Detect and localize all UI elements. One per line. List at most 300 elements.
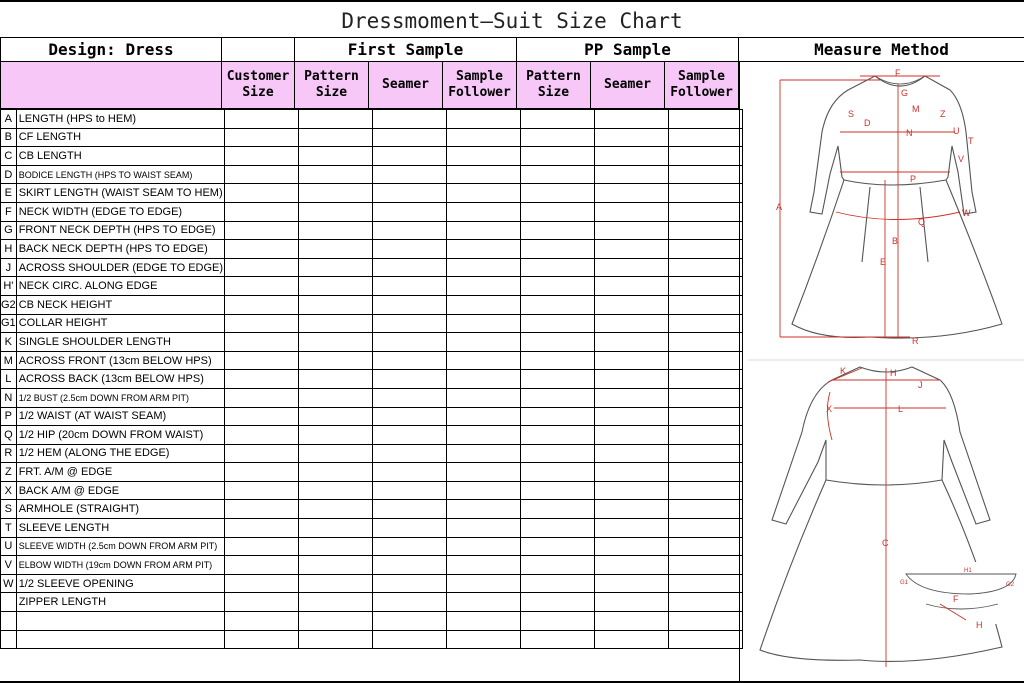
- row-code: R: [1, 444, 17, 463]
- measurement-cell[interactable]: [224, 184, 298, 203]
- measurement-cell[interactable]: [520, 463, 594, 482]
- measurement-cell[interactable]: [668, 240, 742, 259]
- measurement-cell[interactable]: [446, 314, 520, 333]
- measurement-cell[interactable]: [446, 407, 520, 426]
- measurement-cell[interactable]: [668, 556, 742, 575]
- measurement-cell[interactable]: [668, 258, 742, 277]
- measurement-cell[interactable]: [298, 444, 372, 463]
- measurement-cell[interactable]: [594, 277, 668, 296]
- measurement-cell[interactable]: [668, 630, 742, 649]
- front-dress-sketch: [792, 76, 1002, 338]
- measurement-cell[interactable]: [446, 574, 520, 593]
- measurement-cell[interactable]: [594, 593, 668, 612]
- table-row: [1, 463, 743, 482]
- measurement-cell[interactable]: [298, 481, 372, 500]
- measurement-cell[interactable]: [520, 128, 594, 147]
- measurement-cell[interactable]: [520, 593, 594, 612]
- measurement-cell[interactable]: [224, 574, 298, 593]
- measurement-cell[interactable]: [520, 314, 594, 333]
- measurement-cell[interactable]: [594, 426, 668, 445]
- measurement-cell[interactable]: [520, 277, 594, 296]
- row-label: ACROSS FRONT (13cm BELOW HPS): [16, 351, 224, 370]
- measurement-cell[interactable]: [372, 110, 446, 129]
- measurement-cell[interactable]: [298, 574, 372, 593]
- measurement-cell[interactable]: [224, 221, 298, 240]
- measurement-cell[interactable]: [298, 519, 372, 538]
- measurement-cell[interactable]: [224, 388, 298, 407]
- measurement-cell[interactable]: [520, 333, 594, 352]
- measurement-cell[interactable]: [224, 128, 298, 147]
- table-row: [1, 221, 743, 240]
- measurement-cell[interactable]: [224, 295, 298, 314]
- measurement-cell[interactable]: [594, 314, 668, 333]
- measurement-cell[interactable]: [520, 407, 594, 426]
- row-label: CB LENGTH: [16, 147, 224, 166]
- label-G1: G1: [900, 580, 909, 586]
- measurement-cell[interactable]: [298, 295, 372, 314]
- measurement-cell[interactable]: [668, 351, 742, 370]
- measurement-cell[interactable]: [298, 351, 372, 370]
- measurement-cell[interactable]: [372, 184, 446, 203]
- measurement-cell[interactable]: [668, 407, 742, 426]
- measurement-cell[interactable]: [668, 184, 742, 203]
- measurement-cell[interactable]: [224, 481, 298, 500]
- measurement-cell[interactable]: [372, 630, 446, 649]
- measurement-cell[interactable]: [372, 221, 446, 240]
- measurement-cell[interactable]: [446, 202, 520, 221]
- row-label: [16, 612, 224, 631]
- measurement-cell[interactable]: [372, 370, 446, 389]
- measurement-cell[interactable]: [594, 295, 668, 314]
- measurement-cell[interactable]: [520, 556, 594, 575]
- measurement-cell[interactable]: [594, 240, 668, 259]
- row-label: BODICE LENGTH (HPS TO WAIST SEAM): [16, 165, 224, 184]
- measurement-cell[interactable]: [224, 370, 298, 389]
- measurement-cell[interactable]: [520, 295, 594, 314]
- measurement-cell[interactable]: [298, 370, 372, 389]
- measurement-cell[interactable]: [372, 426, 446, 445]
- collar-detail: [898, 562, 1022, 630]
- table-row: [1, 351, 743, 370]
- customer-size-subheader: Customer Size: [222, 62, 295, 109]
- measurement-cell[interactable]: [298, 630, 372, 649]
- measurement-cell[interactable]: [520, 519, 594, 538]
- row-code: D: [1, 165, 17, 184]
- measurement-cell[interactable]: [372, 612, 446, 631]
- label-L: L: [898, 404, 904, 414]
- row-code: L: [1, 370, 17, 389]
- measurement-cell[interactable]: [446, 612, 520, 631]
- measurement-cell[interactable]: [224, 277, 298, 296]
- measurement-cell[interactable]: [668, 202, 742, 221]
- measurement-cell[interactable]: [520, 574, 594, 593]
- measurement-cell[interactable]: [520, 184, 594, 203]
- measurement-cell[interactable]: [668, 574, 742, 593]
- measurement-cell[interactable]: [372, 277, 446, 296]
- measurement-cell[interactable]: [224, 314, 298, 333]
- measurement-cell[interactable]: [372, 444, 446, 463]
- row-label: SLEEVE WIDTH (2.5cm DOWN FROM ARM PIT): [16, 537, 224, 556]
- measurement-cell[interactable]: [668, 147, 742, 166]
- sheet-title: Dressmoment—Suit Size Chart: [0, 0, 1024, 38]
- measurement-cell[interactable]: [224, 444, 298, 463]
- measurement-cell[interactable]: [224, 463, 298, 482]
- measurement-cell[interactable]: [298, 221, 372, 240]
- dress-diagrams: [740, 62, 1024, 683]
- row-code: H': [1, 277, 17, 296]
- measurement-cell[interactable]: [520, 351, 594, 370]
- measurement-cell[interactable]: [298, 240, 372, 259]
- table-row: [1, 612, 743, 631]
- measurement-cell[interactable]: [224, 202, 298, 221]
- row-label: 1/2 SLEEVE OPENING: [16, 574, 224, 593]
- measurement-cell[interactable]: [668, 519, 742, 538]
- label-S: S: [848, 109, 855, 119]
- table-row: [1, 202, 743, 221]
- measurement-cell[interactable]: [372, 556, 446, 575]
- measurement-cell[interactable]: [298, 388, 372, 407]
- measurement-cell[interactable]: [520, 481, 594, 500]
- row-code: T: [1, 519, 17, 538]
- measurement-cell[interactable]: [668, 426, 742, 445]
- label-Z: Z: [940, 109, 946, 119]
- measurement-cell[interactable]: [298, 128, 372, 147]
- measurement-cell[interactable]: [372, 407, 446, 426]
- row-label: ACROSS SHOULDER (EDGE TO EDGE): [16, 258, 224, 277]
- measurement-cell[interactable]: [446, 258, 520, 277]
- measurement-cell[interactable]: [298, 314, 372, 333]
- measurement-cell[interactable]: [224, 165, 298, 184]
- measurement-cell[interactable]: [372, 295, 446, 314]
- measurement-cell[interactable]: [594, 351, 668, 370]
- measurement-cell[interactable]: [446, 593, 520, 612]
- label-C: C: [882, 538, 889, 548]
- pp-sample-header: PP Sample: [517, 38, 739, 62]
- measurement-cell[interactable]: [520, 500, 594, 519]
- measure-method-panel: [739, 62, 1024, 683]
- measurement-cell[interactable]: [668, 221, 742, 240]
- measurement-cell[interactable]: [224, 147, 298, 166]
- label-J: J: [918, 380, 923, 390]
- measurement-cell[interactable]: [520, 147, 594, 166]
- row-code: G: [1, 221, 17, 240]
- table-row: [1, 333, 743, 352]
- table-row: [1, 556, 743, 575]
- measurement-cell[interactable]: [520, 537, 594, 556]
- measurement-cell[interactable]: [298, 165, 372, 184]
- measurement-cell[interactable]: [224, 110, 298, 129]
- measurement-cell[interactable]: [520, 426, 594, 445]
- measurement-cell[interactable]: [372, 593, 446, 612]
- measurement-cell[interactable]: [520, 240, 594, 259]
- measurement-cell[interactable]: [594, 258, 668, 277]
- table-row: [1, 147, 743, 166]
- measurement-cell[interactable]: [298, 426, 372, 445]
- measurement-cell[interactable]: [372, 128, 446, 147]
- measurement-cell[interactable]: [594, 147, 668, 166]
- label-H-collar: H: [976, 620, 983, 630]
- row-label: [16, 630, 224, 649]
- measurement-cell[interactable]: [446, 240, 520, 259]
- measurement-cell[interactable]: [594, 202, 668, 221]
- measurement-cell[interactable]: [224, 556, 298, 575]
- measurement-cell[interactable]: [372, 519, 446, 538]
- row-code: S: [1, 500, 17, 519]
- measurement-cell[interactable]: [372, 388, 446, 407]
- measurement-cell[interactable]: [520, 630, 594, 649]
- row-code: P: [1, 407, 17, 426]
- measurement-cell[interactable]: [520, 370, 594, 389]
- measurement-cell[interactable]: [372, 333, 446, 352]
- measurement-cell[interactable]: [224, 240, 298, 259]
- measurement-cell[interactable]: [520, 110, 594, 129]
- measurement-cell[interactable]: [446, 147, 520, 166]
- measurement-cell[interactable]: [446, 110, 520, 129]
- measurement-cell[interactable]: [520, 612, 594, 631]
- measurement-cell[interactable]: [224, 593, 298, 612]
- measurement-cell[interactable]: [668, 128, 742, 147]
- measurement-cell[interactable]: [298, 147, 372, 166]
- measurement-cell[interactable]: [446, 333, 520, 352]
- measurement-cell[interactable]: [298, 407, 372, 426]
- measurement-cell[interactable]: [520, 202, 594, 221]
- measurement-cell[interactable]: [298, 463, 372, 482]
- measurement-cell[interactable]: [446, 630, 520, 649]
- label-V: V: [958, 154, 965, 164]
- measurement-cell[interactable]: [668, 612, 742, 631]
- measurement-cell[interactable]: [298, 612, 372, 631]
- row-code: A: [1, 110, 17, 129]
- measurement-cell[interactable]: [446, 519, 520, 538]
- measurement-cell[interactable]: [594, 221, 668, 240]
- measurement-cell[interactable]: [224, 333, 298, 352]
- row-label: ACROSS BACK (13cm BELOW HPS): [16, 370, 224, 389]
- measurement-cell[interactable]: [446, 426, 520, 445]
- measurement-cell[interactable]: [594, 500, 668, 519]
- measurement-cell[interactable]: [594, 388, 668, 407]
- measurement-cell[interactable]: [372, 537, 446, 556]
- measurement-cell[interactable]: [520, 258, 594, 277]
- measurement-cell[interactable]: [668, 333, 742, 352]
- label-N: N: [906, 128, 913, 138]
- measurement-cell[interactable]: [298, 110, 372, 129]
- measurement-cell[interactable]: [446, 295, 520, 314]
- measurement-cell[interactable]: [298, 500, 372, 519]
- measurement-cell[interactable]: [224, 500, 298, 519]
- table-row: [1, 277, 743, 296]
- measurement-cell[interactable]: [594, 463, 668, 482]
- row-code: N: [1, 388, 17, 407]
- table-row: [1, 110, 743, 129]
- table-row: [1, 426, 743, 445]
- measurement-cell[interactable]: [446, 537, 520, 556]
- row-label: SKIRT LENGTH (WAIST SEAM TO HEM): [16, 184, 224, 203]
- first-sample-header: First Sample: [295, 38, 517, 62]
- measurement-cell[interactable]: [668, 165, 742, 184]
- seamer-subheader-1: Seamer: [369, 62, 443, 109]
- label-T: T: [968, 136, 974, 146]
- measurement-cell[interactable]: [668, 314, 742, 333]
- row-code: C: [1, 147, 17, 166]
- measurement-cell[interactable]: [224, 537, 298, 556]
- measurement-cell[interactable]: [594, 165, 668, 184]
- label-K: K: [840, 366, 847, 376]
- measurement-cell[interactable]: [668, 295, 742, 314]
- label-H: H: [890, 368, 897, 378]
- measurement-cell[interactable]: [372, 351, 446, 370]
- measurement-cell[interactable]: [594, 110, 668, 129]
- measurement-cell[interactable]: [594, 556, 668, 575]
- row-code: E: [1, 184, 17, 203]
- row-code: F: [1, 202, 17, 221]
- label-F-collar: F: [953, 594, 959, 604]
- measurement-cell[interactable]: [594, 444, 668, 463]
- label-M: M: [912, 104, 920, 114]
- table-row: [1, 407, 743, 426]
- measurement-cell[interactable]: [372, 463, 446, 482]
- measurement-cell[interactable]: [298, 202, 372, 221]
- measurement-cell[interactable]: [668, 481, 742, 500]
- measurement-cell[interactable]: [594, 612, 668, 631]
- table-row: [1, 128, 743, 147]
- measurement-cell[interactable]: [446, 128, 520, 147]
- measurement-cell[interactable]: [594, 407, 668, 426]
- table-row: [1, 295, 743, 314]
- measurement-cell[interactable]: [446, 463, 520, 482]
- design-header: Design: Dress: [0, 38, 222, 62]
- measurement-cell[interactable]: [224, 426, 298, 445]
- row-code: U: [1, 537, 17, 556]
- measurement-cell[interactable]: [224, 630, 298, 649]
- measurement-cell[interactable]: [520, 388, 594, 407]
- measurement-cell[interactable]: [298, 537, 372, 556]
- measurement-cell[interactable]: [594, 184, 668, 203]
- measurement-cell[interactable]: [446, 277, 520, 296]
- measurement-cell[interactable]: [520, 444, 594, 463]
- label-E: E: [880, 257, 887, 267]
- measurement-cell[interactable]: [372, 258, 446, 277]
- measurement-cell[interactable]: [668, 463, 742, 482]
- label-U: U: [953, 126, 960, 136]
- measurement-cell[interactable]: [668, 593, 742, 612]
- measurement-cell[interactable]: [594, 333, 668, 352]
- row-code: B: [1, 128, 17, 147]
- row-label: CF LENGTH: [16, 128, 224, 147]
- measurement-cell[interactable]: [298, 333, 372, 352]
- measure-method-header: Measure Method: [739, 38, 1024, 62]
- measurement-cell[interactable]: [594, 481, 668, 500]
- row-label: SINGLE SHOULDER LENGTH: [16, 333, 224, 352]
- measurement-cell[interactable]: [520, 165, 594, 184]
- table-row: [1, 370, 743, 389]
- measurement-cell[interactable]: [224, 407, 298, 426]
- measurement-cell[interactable]: [224, 612, 298, 631]
- measurement-cell[interactable]: [594, 537, 668, 556]
- measurement-cell[interactable]: [668, 537, 742, 556]
- row-label: 1/2 HEM (ALONG THE EDGE): [16, 444, 224, 463]
- table-row: [1, 258, 743, 277]
- table-row: [1, 240, 743, 259]
- table-row: [1, 388, 743, 407]
- measurement-cell[interactable]: [298, 556, 372, 575]
- row-label: 1/2 WAIST (AT WAIST SEAM): [16, 407, 224, 426]
- measurement-cell[interactable]: [298, 258, 372, 277]
- measurement-cell[interactable]: [446, 481, 520, 500]
- measurement-cell[interactable]: [446, 556, 520, 575]
- row-code: [1, 630, 17, 649]
- row-label: SLEEVE LENGTH: [16, 519, 224, 538]
- measurement-cell[interactable]: [372, 165, 446, 184]
- front-measure-lines: [780, 76, 960, 337]
- measurement-cell[interactable]: [594, 370, 668, 389]
- measurement-cell[interactable]: [668, 500, 742, 519]
- measurement-cell[interactable]: [298, 184, 372, 203]
- measurement-cell[interactable]: [298, 277, 372, 296]
- measurement-cell[interactable]: [446, 184, 520, 203]
- measurement-cell[interactable]: [668, 277, 742, 296]
- measurement-cell[interactable]: [372, 314, 446, 333]
- measurement-cell[interactable]: [668, 388, 742, 407]
- measurement-cell[interactable]: [372, 574, 446, 593]
- measurement-cell[interactable]: [446, 221, 520, 240]
- row-code: Z: [1, 463, 17, 482]
- measurement-cell[interactable]: [224, 519, 298, 538]
- row-label: FRONT NECK DEPTH (HPS TO EDGE): [16, 221, 224, 240]
- measurement-cell[interactable]: [224, 258, 298, 277]
- sample-follower-subheader-1: Sample Follower: [443, 62, 517, 109]
- pattern-size-subheader-2: Pattern Size: [517, 62, 591, 109]
- label-W: W: [962, 208, 971, 218]
- row-code: G1: [1, 314, 17, 333]
- measurement-cell[interactable]: [372, 240, 446, 259]
- measurement-cell[interactable]: [594, 128, 668, 147]
- measurement-cell[interactable]: [372, 481, 446, 500]
- label-R: R: [912, 336, 919, 346]
- row-label: BACK NECK DEPTH (HPS TO EDGE): [16, 240, 224, 259]
- table-row: [1, 481, 743, 500]
- measurement-cell[interactable]: [446, 388, 520, 407]
- measurement-cell[interactable]: [298, 593, 372, 612]
- label-H1: H1: [964, 568, 972, 574]
- back-measure-letters: [826, 366, 923, 548]
- measurement-cell[interactable]: [224, 351, 298, 370]
- row-code: [1, 593, 17, 612]
- measurement-cell[interactable]: [594, 574, 668, 593]
- label-X: X: [826, 404, 833, 414]
- measurement-cell[interactable]: [372, 500, 446, 519]
- measurement-cell[interactable]: [520, 221, 594, 240]
- row-label: BACK A/M @ EDGE: [16, 481, 224, 500]
- measurement-cell[interactable]: [372, 202, 446, 221]
- measurement-cell[interactable]: [372, 147, 446, 166]
- table-row: [1, 537, 743, 556]
- measurement-cell[interactable]: [594, 630, 668, 649]
- measurement-cell[interactable]: [446, 165, 520, 184]
- table-row: [1, 165, 743, 184]
- measurement-cell[interactable]: [446, 444, 520, 463]
- measurement-cell[interactable]: [668, 370, 742, 389]
- row-code: [1, 612, 17, 631]
- measurement-cell[interactable]: [668, 110, 742, 129]
- measurement-cell[interactable]: [446, 351, 520, 370]
- measurement-cell[interactable]: [668, 444, 742, 463]
- measurement-cell[interactable]: [446, 370, 520, 389]
- blank-header-cell: [222, 38, 295, 62]
- measurement-cell[interactable]: [594, 519, 668, 538]
- row-code: Q: [1, 426, 17, 445]
- measurement-cell[interactable]: [446, 500, 520, 519]
- table-row: [1, 630, 743, 649]
